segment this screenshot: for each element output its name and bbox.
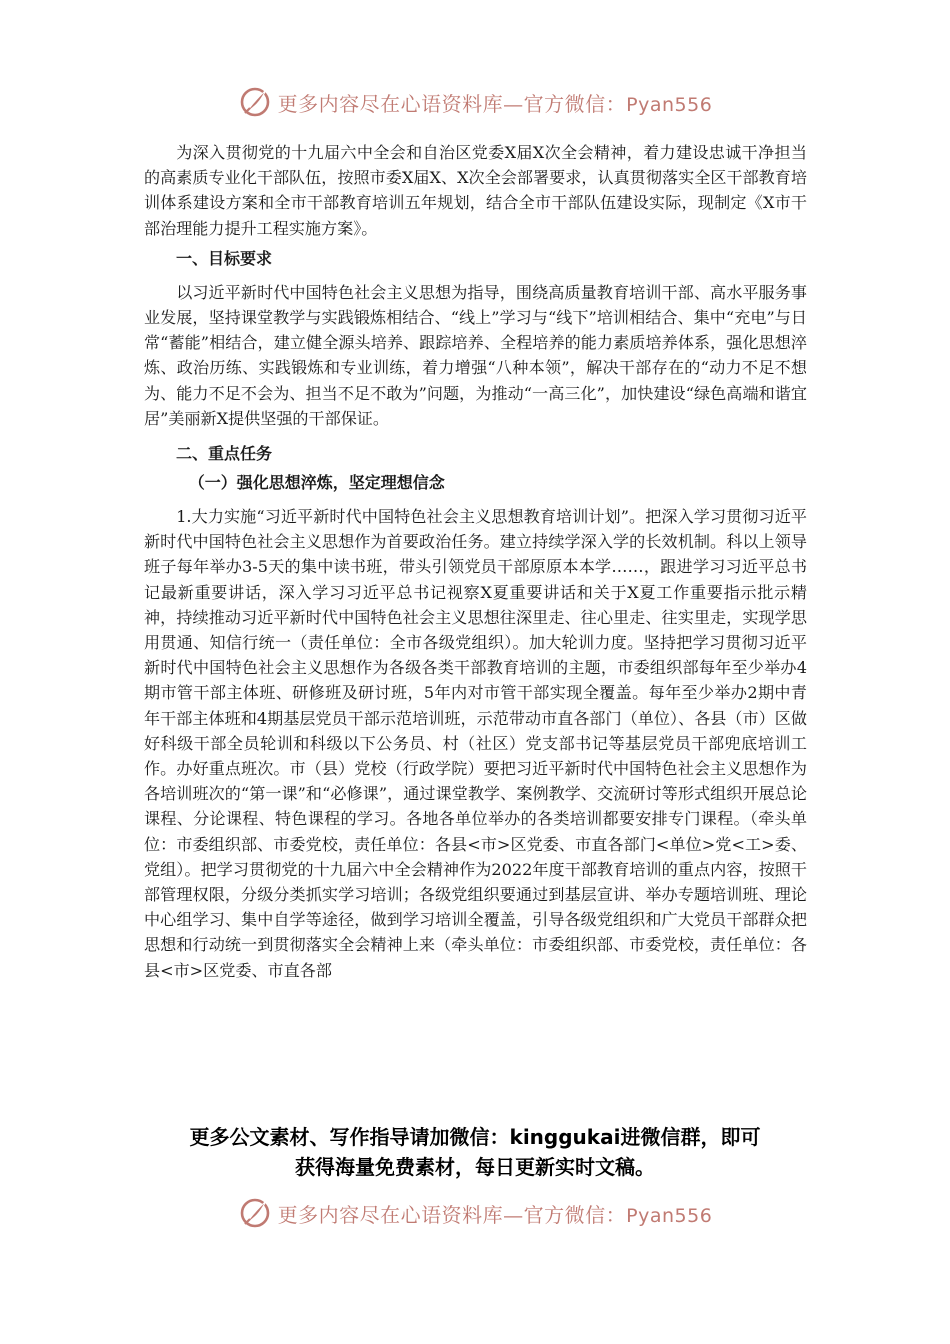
quill-pen-icon: [238, 1196, 272, 1230]
task-item-1-paragraph: 1.大力实施“习近平新时代中国特色社会主义思想教育培训计划”。把深入学习贯彻习近平新时代中国特色社会主义思想作为首要政治任务。建立持续学深入学的长效机制。科以上领导班子每年举办3-5天的集中读书班，带头引领党员干部原原本本学……，跟进学习习近平总书记最新重要讲话，深入学习习近平总书记视察X夏重要讲话和关于X夏工作重要指示批示精神，持续推动习近平新时代中国特色社会主义思想往深里走、往心里走、往实里走，实现学思用贯通、知信行统一（责任单位：全市各级党组织）。加大轮训力度。坚持把学习贯彻习近平新时代中国特色社会主义思想作为各级各类干部教育培训的主题，市委组织部每年至少举办4期市管干部主体班、研修班及研讨班，5年内对市管干部实现全覆盖。每年至少举办2期中青年干部主体班和4期基层党员干部示范培训班，示范带动市直各部门（单位）、各县（市）区做好科级干部全员轮训和科级以下公务员、村（社区）党支部书记等基层党员干部兜底培训工作。办好重点班次。市（县）党校（行政学院）要把习近平新时代中国特色社会主义思想作为各培训班次的“第一课”和“必修课”，通过课堂教学、案例教学、交流研讨等形式组织开展总论课程、分论课程、特色课程的学习。各地各单位举办的各类培训都要安排专门课程。（牵头单位：市委组织部、市委党校，责任单位：各县<市>区党委、市直各部门<单位>党<工>委、党组）。把学习贯彻党的十九届六中全会精神作为2022年度干部教育培训的重点内容，按照干部管理权限，分级分类抓实学习培训；各级党组织要通过到基层宣讲、举办专题培训班、理论中心组学习、集中自学等途径，做到学习培训全覆盖，引导各级党组织和广大党员干部群众把思想和行动统一到贯彻落实全会精神上来（牵头单位：市委组织部、市委党校，责任单位：各县<市>区党委、市直各部: [144, 507, 807, 980]
section-heading-goals: 一、目标要求: [176, 248, 273, 268]
subsection-heading-thought: （一）强化思想淬炼，坚定理想信念: [188, 473, 445, 493]
footer-banner: [0, 1193, 950, 1233]
banner-text: 更多内容尽在心语资料库—官方微信：Pyan556: [277, 91, 713, 116]
section-heading-tasks: 二、重点任务: [176, 444, 273, 464]
footer-banner-text: 更多内容尽在心语资料库—官方微信：Pyan556: [277, 1202, 713, 1227]
goals-paragraph: 以习近平新时代中国特色社会主义思想为指导，围绕高质量教育培训干部、高水平服务事业发展，坚持课堂教学与实践锻炼相结合、“线上”学习与“线下”培训相结合、集中“充电”与日常“蓄能”相结合，建立健全源头培养、跟踪培养、全程培养的能力素质培养体系，强化思想淬炼、政治历练、实践锻炼和专业训练，着力增强“八种本领”，解决干部存在的“动力不足不想为、能力不足不会为、担当不足不敢为”问题，为推动“一高三化”，加快建设“绿色高端和谐宜居”美丽新X提供坚强的干部保证。: [144, 282, 807, 428]
quill-pen-icon: [238, 85, 272, 119]
header-banner: [0, 82, 950, 122]
promo-line-2: 获得海量免费素材，每日更新实时文稿。: [295, 1155, 655, 1179]
document-body: [144, 140, 807, 983]
intro-paragraph: 为深入贯彻党的十九届六中全会和自治区党委X届X次全会精神，着力建设忠诚干净担当的高素质专业化干部队伍，按照市委X届X、X次全会部署要求，认真贯彻落实全区干部教育培训体系建设方案和全市干部教育培训五年规划，结合全市干部队伍建设实际，现制定《X市干部治理能力提升工程实施方案》。: [144, 143, 807, 238]
promo-notice: [0, 1122, 950, 1182]
promo-line-1: 更多公文素材、写作指导请加微信：kinggukai进微信群，即可: [189, 1125, 761, 1149]
